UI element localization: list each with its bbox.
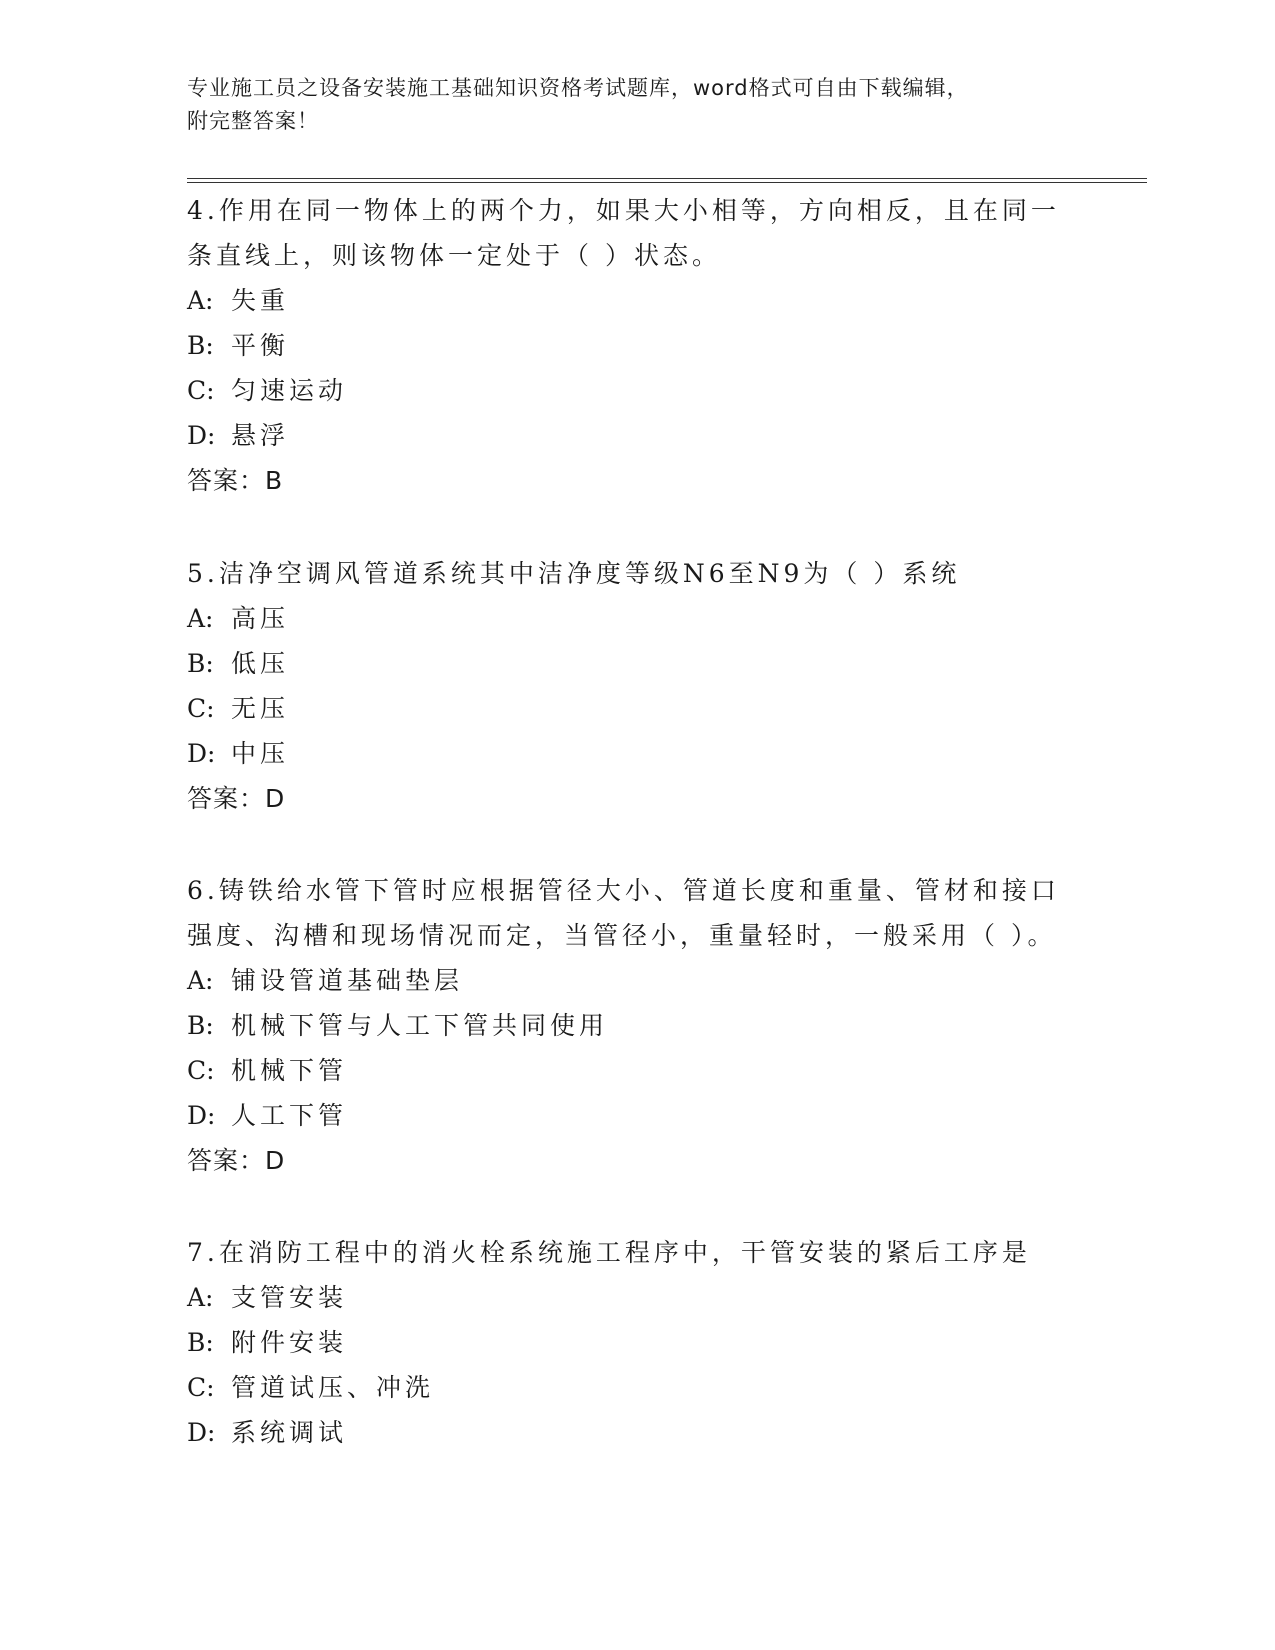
question-text-line: 条直线上，则该物体一定处于（ ）状态。 (187, 241, 721, 270)
option-text: 附件安装 (231, 1328, 348, 1357)
option-key: B: (187, 1011, 214, 1040)
option-b (187, 323, 1067, 368)
option-text: 中压 (231, 739, 290, 768)
option-text: 低压 (231, 649, 290, 678)
option-text: 无压 (231, 694, 290, 723)
header-divider-bottom (187, 182, 1147, 183)
option-c (187, 1365, 1067, 1410)
option-key: A: (187, 1283, 214, 1312)
option-d (187, 413, 1067, 458)
option-key: D: (187, 421, 216, 450)
question-block (187, 551, 1067, 821)
option-key: A: (187, 604, 214, 633)
header-line-2: 附完整答案！ (187, 109, 319, 133)
option-key: D: (187, 1418, 216, 1447)
option-text: 失重 (231, 286, 290, 315)
option-key: B: (187, 331, 214, 360)
question-text-line: 6.铸铁给水管下管时应根据管径大小、管道长度和重量、管材和接口 (187, 876, 1060, 905)
question-text-line: 强度、沟槽和现场情况而定，当管径小，重量轻时，一般采用（ ）。 (187, 921, 1057, 950)
header-divider-top (187, 178, 1147, 179)
option-a (187, 596, 1067, 641)
question-block (187, 868, 1067, 1183)
option-text: 平衡 (231, 331, 290, 360)
option-d (187, 731, 1067, 776)
option-text: 系统调试 (231, 1418, 348, 1447)
answer-line: 答案：D (187, 784, 286, 813)
document-header (187, 72, 1067, 138)
option-key: A: (187, 286, 214, 315)
option-text: 管道试压、冲洗 (231, 1373, 435, 1402)
question-block (187, 1230, 1067, 1455)
option-key: A: (187, 966, 214, 995)
option-text: 机械下管 (231, 1056, 348, 1085)
option-text: 机械下管与人工下管共同使用 (231, 1011, 609, 1040)
option-a (187, 278, 1067, 323)
option-key: C: (187, 1373, 215, 1402)
option-d (187, 1410, 1067, 1455)
option-key: B: (187, 649, 214, 678)
header-line-1: 专业施工员之设备安装施工基础知识资格考试题库，word格式可自由下载编辑， (187, 76, 969, 100)
answer-line: 答案：D (187, 1146, 286, 1175)
option-b (187, 1003, 1067, 1048)
option-b (187, 641, 1067, 686)
option-c (187, 1048, 1067, 1093)
option-key: C: (187, 1056, 215, 1085)
option-text: 铺设管道基础垫层 (231, 966, 464, 995)
option-b (187, 1320, 1067, 1365)
option-a (187, 1275, 1067, 1320)
option-a (187, 958, 1067, 1003)
option-key: B: (187, 1328, 214, 1357)
option-text: 高压 (231, 604, 290, 633)
question-text-line: 5.洁净空调风管道系统其中洁净度等级N6至N9为（ ）系统 (187, 559, 961, 588)
question-text-line: 4.作用在同一物体上的两个力，如果大小相等，方向相反，且在同一 (187, 196, 1060, 225)
option-c (187, 686, 1067, 731)
option-key: C: (187, 694, 215, 723)
option-text: 支管安装 (231, 1283, 348, 1312)
question-text-line: 7.在消防工程中的消火栓系统施工程序中，干管安装的紧后工序是 (187, 1238, 1031, 1267)
question-block (187, 188, 1067, 503)
answer-line: 答案：B (187, 466, 284, 495)
option-key: C: (187, 376, 215, 405)
option-text: 人工下管 (231, 1101, 348, 1130)
option-text: 匀速运动 (231, 376, 348, 405)
option-text: 悬浮 (231, 421, 290, 450)
option-key: D: (187, 1101, 216, 1130)
option-key: D: (187, 739, 216, 768)
option-d (187, 1093, 1067, 1138)
option-c (187, 368, 1067, 413)
